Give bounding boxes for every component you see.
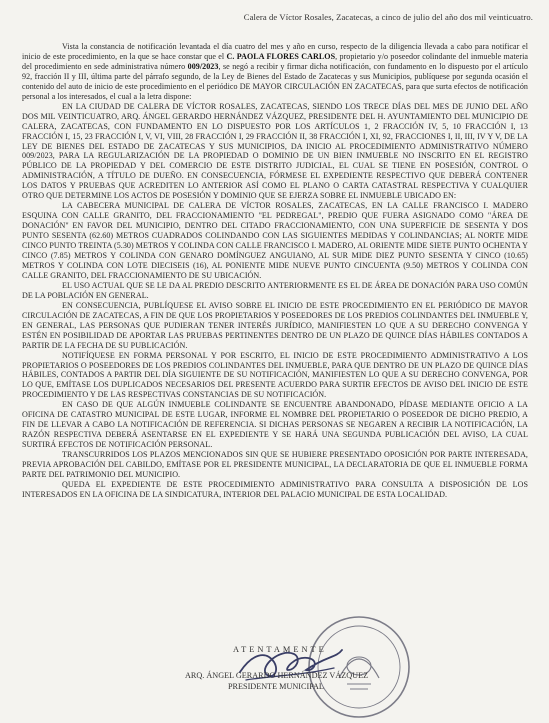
dateline: Calera de Víctor Rosales, Zacatecas, a cinco de julio del año dos mil veinticuatro. [243, 12, 533, 22]
signature-block [0, 640, 549, 723]
paragraph-declaration: TRANSCURRIDOS LOS PLAZOS MENCIONADOS SIN QUE SE HUBIERE PRESENTADO OPOSICIÓN POR PARTE INTERESADA, PREVIA APROBACIÓN DEL CABILDO, EMÍTASE POR EL PRESIDENTE MUNICIPAL, LA DECLARATORIA DE QUE EL INMUEBLE FORMA PARTE DEL PATRIMONIO DEL MUNICIPIO. [22, 450, 528, 479]
intro-paragraph [22, 42, 528, 102]
signer-title: PRESIDENTE MUNICIPAL [228, 682, 324, 691]
notified-person-name: C. PAOLA FLORES CARLOS [226, 51, 336, 61]
closing-word: ATENTAMENTE [233, 645, 327, 654]
document-body [22, 42, 528, 500]
paragraph-personal-notification: NOTIFÍQUESE EN FORMA PERSONAL Y POR ESCRITO, EL INICIO DE ESTE PROCEDIMIENTO ADMINISTRATIVO A LOS PROPIETARIOS O POSEEDORES DE LOS PREDIOS COLINDANTES DEL INMUEBLE, PARA QUE DENTRO DE UN PLAZO DE QUINCE DÍAS HÁBILES, CONTADOS A PARTIR DEL DÍA SIGUIENTE DE SU NOTIFICACIÓN, MANIFIESTEN LO QUE A SU DERECHO CONVENGA, POR LO QUE, EMÍTASE LOS DUPLICADOS NECESARIOS DEL PRESENTE ACUERDO PARA SURTIR EFECTOS DE AVISO DEL INICIO DE ESTE PROCEDIMIENTO Y DE LAS RESPECTIVAS CONSTANCIAS DE SU NOTIFICACIÓN. [22, 350, 528, 400]
paragraph-publication: EN CONSECUENCIA, PUBLÍQUESE EL AVISO SOBRE EL INICIO DE ESTE PROCEDIMIENTO EN EL PERIÓDICO DE MAYOR CIRCULACIÓN DE ZACATECAS, A FIN DE QUE LOS PROPIETARIOS Y POSEEDORES DE LOS PREDIOS COLINDANTES DEL INMUEBLE Y, EN GENERAL, LAS PERSONAS QUE PUDIERAN TENER INTERÉS JURÍDICO, MANIFIESTEN LO QUE A SU DERECHO CONVENGA Y ESTÉN EN POSIBILIDAD DE APORTAR LAS PRUEBAS PERTINENTES DENTRO DE UN PLAZO DE QUINCE DÍAS HÁBILES CONTADOS A PARTIR DE LA FECHA DE SU PUBLICACIÓN. [22, 300, 528, 350]
paragraph-file-availability: QUEDA EL EXPEDIENTE DE ESTE PROCEDIMIENTO ADMINISTRATIVO PARA CONSULTA A DISPOSICIÓN DE LOS INTERESADOS EN LA OFICINA DE LA SINDICATURA, INTERIOR DEL PALACIO MUNICIPAL DE ESTA LOCALIDAD. [22, 479, 528, 499]
case-number: 009/2023 [187, 61, 219, 71]
signer-name: ARQ. ÁNGEL GERARDO HERNÁNDEZ VÁZQUEZ [185, 671, 369, 680]
paragraph-property-description: LA CABECERA MUNICIPAL DE CALERA DE VÍCTOR ROSALES, ZACATECAS, EN LA CALLE FRANCISCO I. MADERO ESQUINA CON CALLE GRANITO, DEL FRACCIONAMIENTO "EL PEDREGAL", PREDIO QUE FUERA ASIGNADO COMO "ÁREA DE DONACIÓN" EN FAVOR DEL MUNICIPIO, DENTRO DEL CITADO FRACCIONAMIENTO, CON UNA SUPERFICIE DE SESENTA Y DOS PUNTO SESENTA (62.60) METROS CUADRADOS COLINDANDO CON LAS SIGUIENTES MEDIDAS Y COLINDANCIAS; AL NORTE MIDE CINCO PUNTO TREINTA (5.30) METROS Y COLINDA CON CALLE FRANCISCO I. MADERO, AL ORIENTE MIDE SIETE PUNTO OCHENTA Y CINCO (7.85) METROS Y COLINDA CON GENARO DOMÍNGUEZ ANGUIANO, AL SUR MIDE DIEZ PUNTO SESENTA Y CINCO (10.65) METROS Y COLINDA CON LOTE DIECISEIS (16), AL PONIENTE MIDE NUEVE PUNTO CINCUENTA (9.50) METROS Y COLINDA CON CALLE GRANITO, DEL FRACCIONAMIENTO DE SU UBICACIÓN. [22, 201, 528, 280]
intro-text-1: Vista la constancia de notificación levantada el día cuatro del mes y año en curso, respecto de la diligencia llevada a cabo para notificar el inicio de este procedimiento, en la que se hace constar que el [22, 42, 528, 61]
paragraph-current-use: EL USO ACTUAL QUE SE LE DA AL PREDIO DESCRITO ANTERIORMENTE ES EL DE ÁREA DE DONACIÓN PARA USO COMÚN DE LA POBLACIÓN EN GENERAL. [22, 280, 528, 300]
intro-text-3: , se negó a recibir y firmar dicha notificación, con fundamento en lo dispuesto por el artículo 92, fracción II y III, última parte del párrafo segundo, de la Ley de Bienes del Estado de Zacatecas y sus Municipios, publíquese por segunda ocasión el contenido del auto de inicio de este procedimiento en el periódico DE MAYOR CIRCULACIÓN EN ZACATECAS, para que surta efectos de notificación personal a los interesados, el cual a la letra dispone: [22, 61, 528, 101]
paragraph-opening: EN LA CIUDAD DE CALERA DE VÍCTOR ROSALES, ZACATECAS, SIENDO LOS TRECE DÍAS DEL MES DE JUNIO DEL AÑO DOS MIL VEINTICUATRO, ARQ. ÁNGEL GERARDO HERNÁNDEZ VÁZQUEZ, PRESIDENTE DEL H. AYUNTAMIENTO DEL MUNICIPIO DE CALERA, ZACATECAS, CON FUNDAMENTO EN LO DISPUESTO POR LOS ARTÍCULOS 1, 2 FRACCIÓN IV, 5, 10 FRACCIÓN I, 13 FRACCIÓN I, 15, 23 FRACCIÓN I, V, VI, VIII, 28 FRACCIÓN I, 29 FRACCIÓN II, 38 FRACCIÓN I, XI, 92, FRACCIONES I, II, III, IV Y V, DE LA LEY DE BIENES DEL ESTADO DE ZACATECAS Y SUS MUNICIPIOS, DA INICIO AL PROCEDIMIENTO ADMINISTRATIVO NÚMERO 009/2023, PARA LA REGULARIZACIÓN DE LA PROPIEDAD O DOMINIO DE UN BIEN INMUEBLE NO INSCRITO EN EL REGISTRO PÚBLICO DE LA PROPIEDAD Y DEL COMERCIO DE ESTE DISTRITO JUDICIAL, EL CUAL SE TIENE EN POSESIÓN, CONTROL O ADMINISTRACIÓN, A TÍTULO DE DUEÑO. EN CONSECUENCIA, FÓRMESE EL EXPEDIENTE RESPECTIVO QUE DEBERÁ CONTENER LOS DATOS Y PRUEBAS QUE ACREDITEN LO ANTERIOR ASÍ COMO EL PLANO O CARTA CATASTRAL RESPECTIVA Y CUALQUIER OTRO QUE DETERMINE LOS ACTOS DE POSESIÓN Y DOMINIO QUE SE EJERZA SOBRE EL INMUEBLE UBICADO EN: [22, 101, 528, 201]
paragraph-abandoned-property: EN CASO DE QUE ALGÚN INMUEBLE COLINDANTE SE ENCUENTRE ABANDONADO, PÍDASE MEDIANTE OFICIO A LA OFICINA DE CATASTRO MUNICIPAL DE ESTE LUGAR, INFORME EL NOMBRE DEL PROPIETARIO O POSEEDOR DE DICHO PREDIO, A FIN DE LLEVAR A CABO LA NOTIFICACIÓN DE REFERENCIA. SI DICHAS PERSONAS SE NEGAREN A RECIBIR LA NOTIFICACIÓN, LA RAZÓN RESPECTIVA DEBERÁ ASENTARSE EN EL EXPEDIENTE Y SE HARÁ UNA SEGUNDA PUBLICACIÓN DEL AVISO, LA CUAL SURTIRÁ EFECTOS DE NOTIFICACIÓN PERSONAL. [22, 400, 528, 450]
intro-text-2: , propietario y/o poseedor colindante del inmueble materia del procedimiento en sede administrativa número [22, 51, 528, 71]
